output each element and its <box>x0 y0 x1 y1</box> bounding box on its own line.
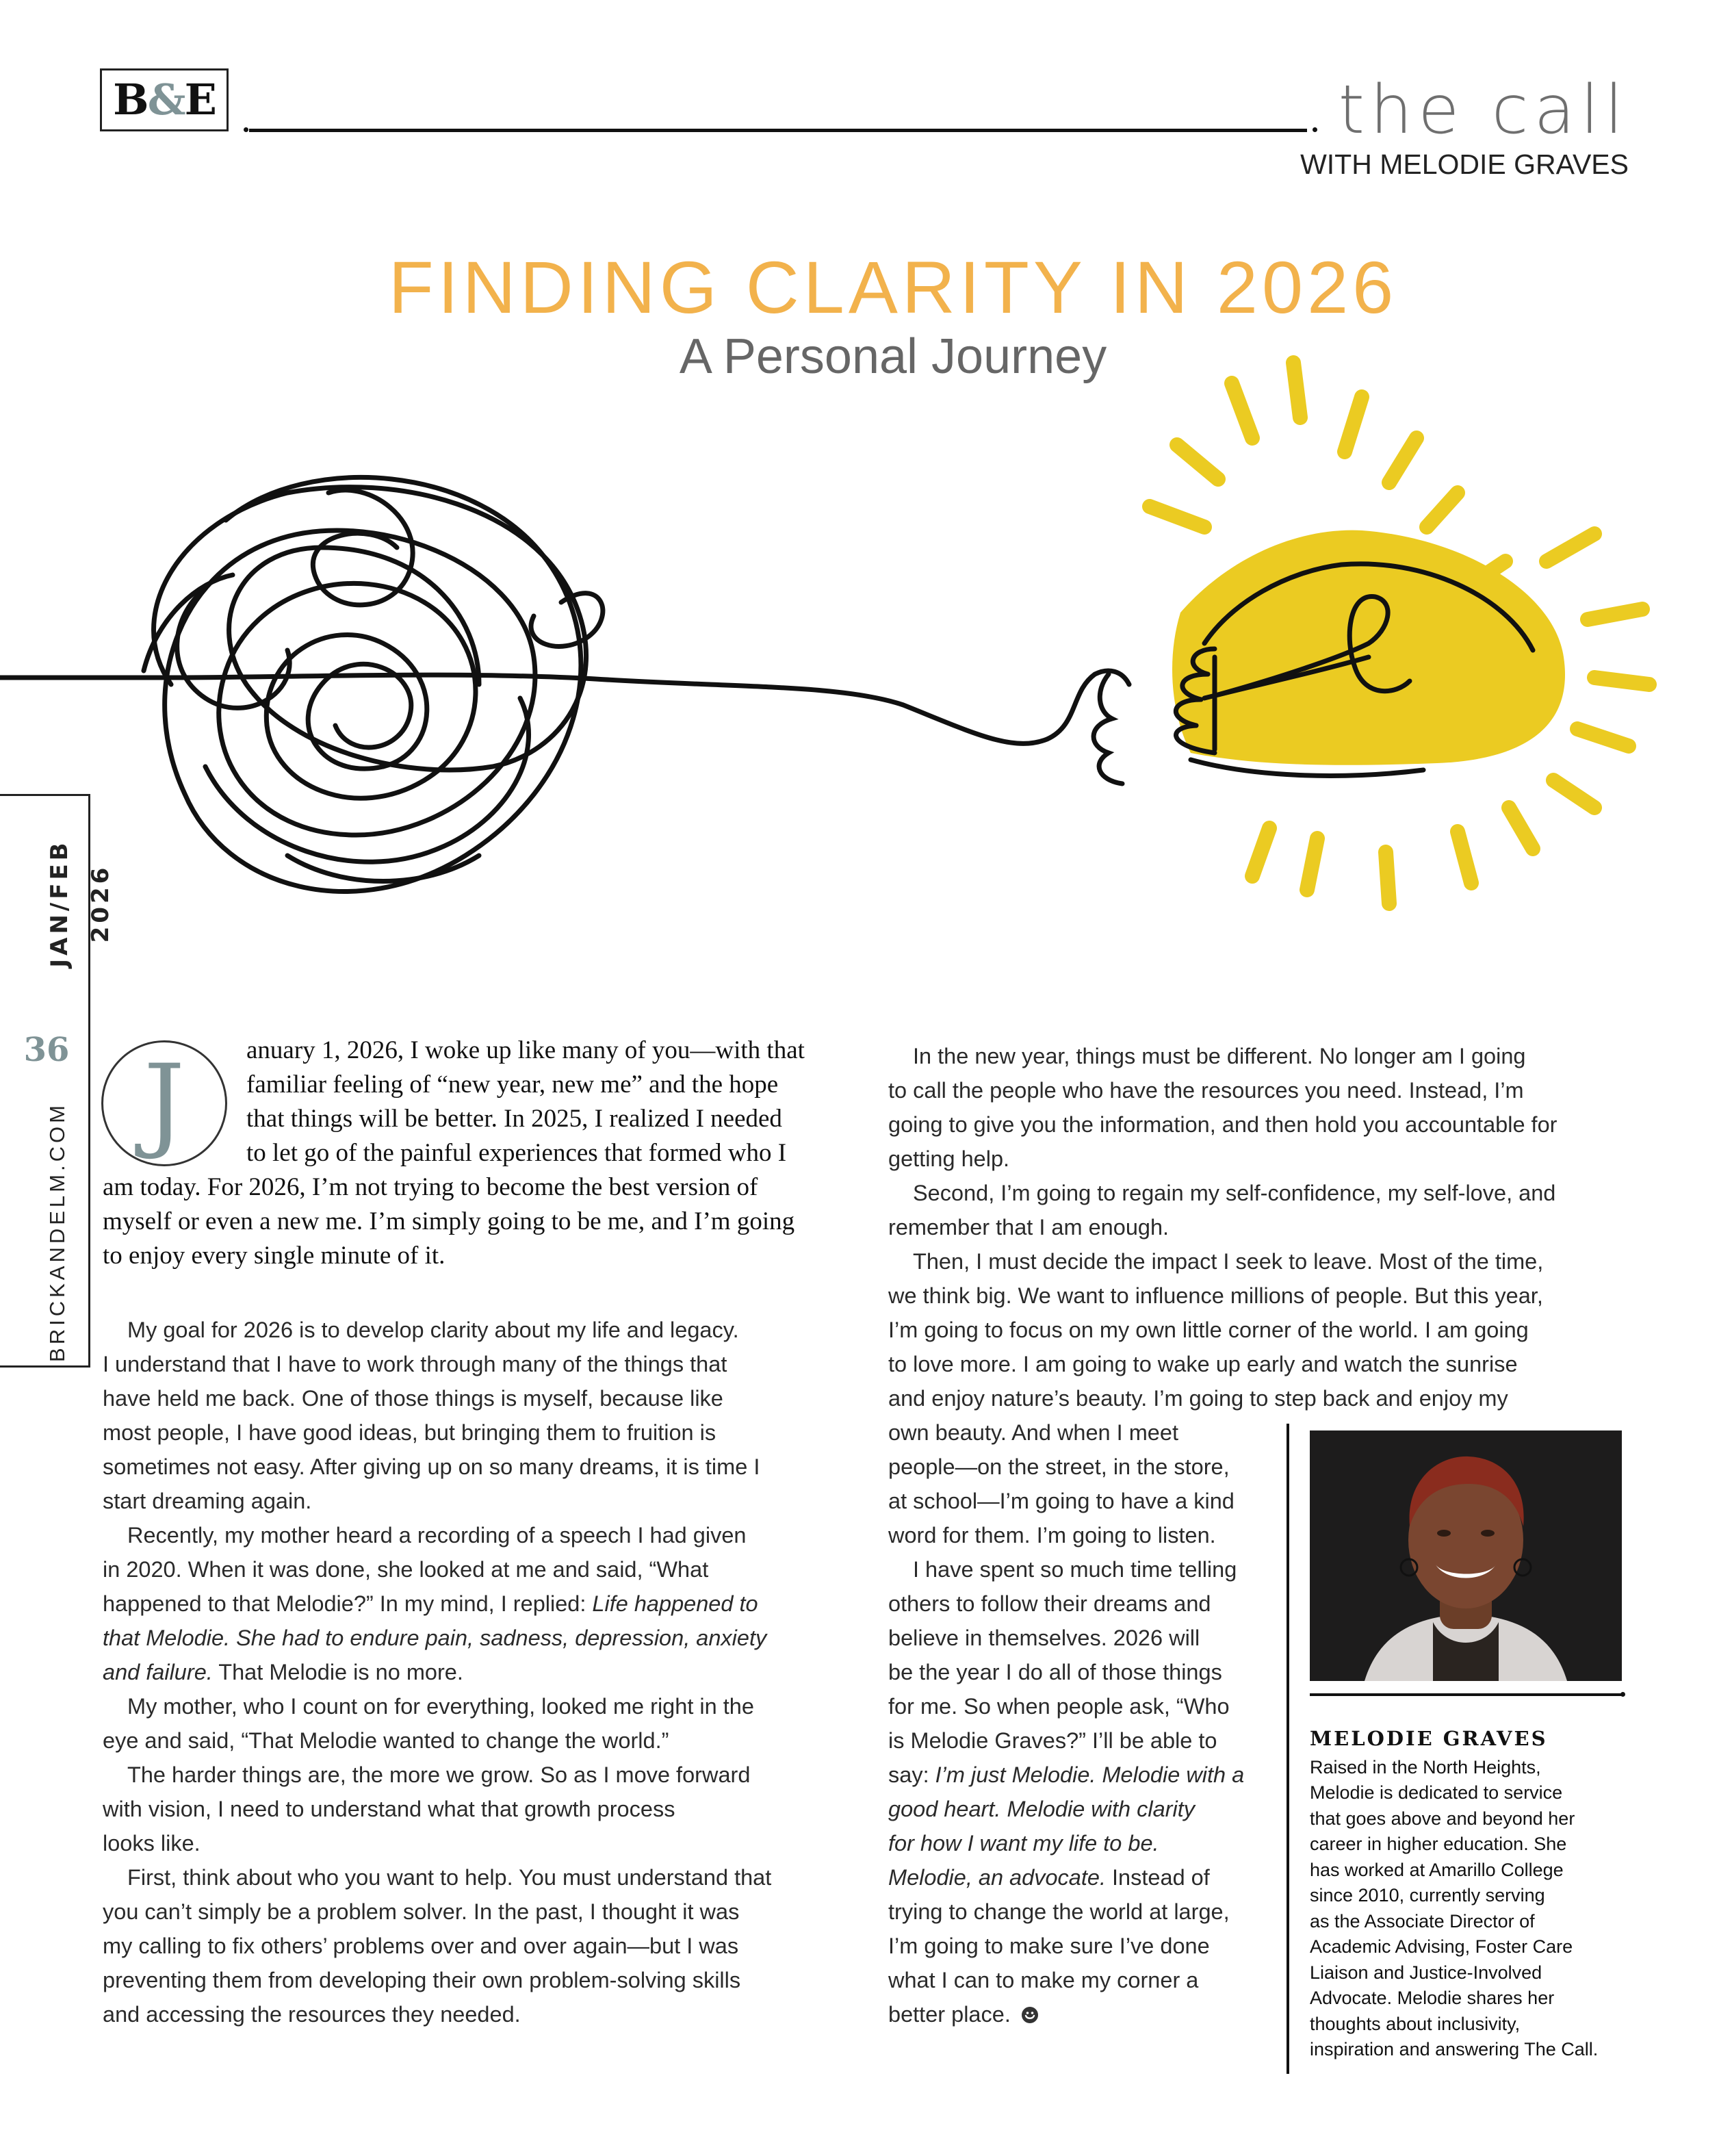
body-line: be the year I do all of those things <box>888 1660 1222 1684</box>
bio-line: thoughts about inclusivity, <box>1310 2014 1521 2034</box>
author-portrait-illustration <box>1310 1430 1622 1681</box>
body-line: say: I’m just Melodie. Melodie with a <box>888 1762 1245 1787</box>
body-line: getting help. <box>888 1146 1010 1171</box>
bio-line: has worked at Amarillo College <box>1310 1860 1564 1880</box>
body-line: Melodie, an advocate. Instead of <box>888 1865 1210 1890</box>
body-line: with vision, I need to understand what that growth process <box>103 1797 675 1821</box>
tangle-to-lightbulb-illustration <box>0 342 1719 999</box>
body-line: and failure. That Melodie is no more. <box>103 1660 463 1684</box>
end-mark-icon <box>1021 2006 1039 2024</box>
body-line: we think big. We want to influence millions of people. But this year, <box>888 1283 1543 1308</box>
bio-line: inspiration and answering The Call. <box>1310 2039 1599 2059</box>
body-line: own beauty. And when I meet <box>888 1420 1178 1445</box>
intro-line: am today. For 2026, I’m not trying to become the best version of <box>103 1173 758 1201</box>
body-line: start dreaming again. <box>103 1489 312 1513</box>
body-line: others to follow their dreams and <box>888 1591 1211 1616</box>
body-line: Then, I must decide the impact I seek to leave. Most of the time, <box>913 1249 1544 1274</box>
body-line: trying to change the world at large, <box>888 1899 1230 1924</box>
intro-line: familiar feeling of “new year, new me” and the hope <box>246 1070 779 1099</box>
body-line: My mother, who I count on for everything, looked me right in the <box>127 1694 754 1719</box>
body-line: In the new year, things must be different. No longer am I going <box>913 1044 1526 1068</box>
bio-divider <box>1287 1424 1289 2074</box>
body-line: to call the people who have the resources you need. Instead, I’m <box>888 1078 1524 1103</box>
bio-line: as the Associate Director of <box>1310 1911 1535 1932</box>
body-line: The harder things are, the more we grow. So as I move forward <box>127 1762 751 1787</box>
intro-line: to enjoy every single minute of it. <box>103 1242 445 1270</box>
body-line: to love more. I am going to wake up early and watch the sunrise <box>888 1352 1518 1376</box>
bio-rule-dot <box>1620 1692 1625 1697</box>
body-line: word for them. I’m going to listen. <box>888 1523 1216 1548</box>
body-line: better place. <box>888 1997 1039 2031</box>
article-headline: FINDING CLARITY IN 2026 <box>388 246 1398 329</box>
body-line: I have spent so much time telling <box>913 1557 1237 1582</box>
page-number: 36 <box>23 1031 70 1069</box>
bio-line: Melodie is dedicated to service <box>1310 1782 1563 1803</box>
drop-cap: J <box>101 1040 227 1166</box>
bio-name: MELODIE GRAVES <box>1310 1727 1548 1750</box>
body-line: that Melodie. She had to endure pain, sadness, depression, anxiety <box>103 1626 767 1650</box>
body-line: my calling to fix others’ problems over and over again—but I was <box>103 1934 739 1958</box>
section-subtitle: WITH MELODIE GRAVES <box>1300 149 1629 180</box>
body-line: I’m going to focus on my own little corner of the world. I am going <box>888 1318 1529 1342</box>
bio-line: career in higher education. She <box>1310 1834 1567 1854</box>
body-line: Recently, my mother heard a recording of a speech I had given <box>127 1523 747 1548</box>
bio-line: Academic Advising, Foster Care <box>1310 1936 1573 1957</box>
body-line: good heart. Melodie with clarity <box>888 1797 1195 1821</box>
bio-line: Advocate. Melodie shares her <box>1310 1988 1555 2008</box>
body-line: most people, I have good ideas, but bringing them to fruition is <box>103 1420 716 1445</box>
brand-logo: B&E <box>100 68 229 131</box>
issue-date: JAN/FEB 2026 <box>46 839 114 968</box>
body-line: First, think about who you want to help. You must understand that <box>127 1865 772 1890</box>
body-line: sometimes not easy. After giving up on so many dreams, it is time I <box>103 1454 760 1479</box>
section-title: the call <box>1338 71 1629 149</box>
website-url[interactable]: BRICKANDELM.COM <box>45 1102 69 1362</box>
header-rule-dot-right <box>1313 127 1317 132</box>
body-line: at school—I’m going to have a kind <box>888 1489 1235 1513</box>
bio-line: Raised in the North Heights, <box>1310 1757 1541 1778</box>
bio-line: since 2010, currently serving <box>1310 1885 1545 1905</box>
bio-rule <box>1310 1693 1622 1696</box>
body-line: My goal for 2026 is to develop clarity about my life and legacy. <box>127 1318 739 1342</box>
header-rule-dot-left <box>244 127 248 132</box>
body-line: have held me back. One of those things is myself, because like <box>103 1386 723 1411</box>
article-subheadline: A Personal Journey <box>679 329 1107 384</box>
header-rule <box>249 129 1307 132</box>
body-line: is Melodie Graves?” I’ll be able to <box>888 1728 1217 1753</box>
body-line: I understand that I have to work through many of the things that <box>103 1352 727 1376</box>
intro-line: that things will be better. In 2025, I realized I needed <box>246 1105 782 1133</box>
body-line: Second, I’m going to regain my self-confidence, my self-love, and <box>913 1181 1556 1205</box>
body-line: what I can to make my corner a <box>888 1968 1199 1992</box>
tangle-scribble <box>144 478 603 892</box>
body-line: I’m going to make sure I’ve done <box>888 1934 1210 1958</box>
body-line: eye and said, “That Melodie wanted to change the world.” <box>103 1728 669 1753</box>
bio-line: Liaison and Justice-Involved <box>1310 1962 1542 1983</box>
body-line: preventing them from developing their own problem-solving skills <box>103 1968 741 1992</box>
body-line: for me. So when people ask, “Who <box>888 1694 1230 1719</box>
body-line: believe in themselves. 2026 will <box>888 1626 1200 1650</box>
body-line: and enjoy nature’s beauty. I’m going to step back and enjoy my <box>888 1386 1508 1411</box>
author-photo <box>1310 1430 1622 1681</box>
body-line: for how I want my life to be. <box>888 1831 1159 1856</box>
intro-line: myself or even a new me. I’m simply going to be me, and I’m going <box>103 1207 795 1235</box>
body-line: remember that I am enough. <box>888 1215 1169 1240</box>
body-line: you can’t simply be a problem solver. In the past, I thought it was <box>103 1899 740 1924</box>
body-line: going to give you the information, and then hold you accountable for <box>888 1112 1558 1137</box>
intro-line: to let go of the painful experiences that formed who I <box>246 1139 787 1167</box>
bio-line: that goes above and beyond her <box>1310 1808 1575 1829</box>
body-line: people—on the street, in the store, <box>888 1454 1230 1479</box>
body-line: looks like. <box>103 1831 201 1856</box>
body-line: happened to that Melodie?” In my mind, I replied: Life happened to <box>103 1591 758 1616</box>
body-line: and accessing the resources they needed. <box>103 2002 521 2027</box>
body-line: in 2020. When it was done, she looked at me and said, “What <box>103 1557 709 1582</box>
intro-line: anuary 1, 2026, I woke up like many of you—with that <box>246 1036 805 1064</box>
